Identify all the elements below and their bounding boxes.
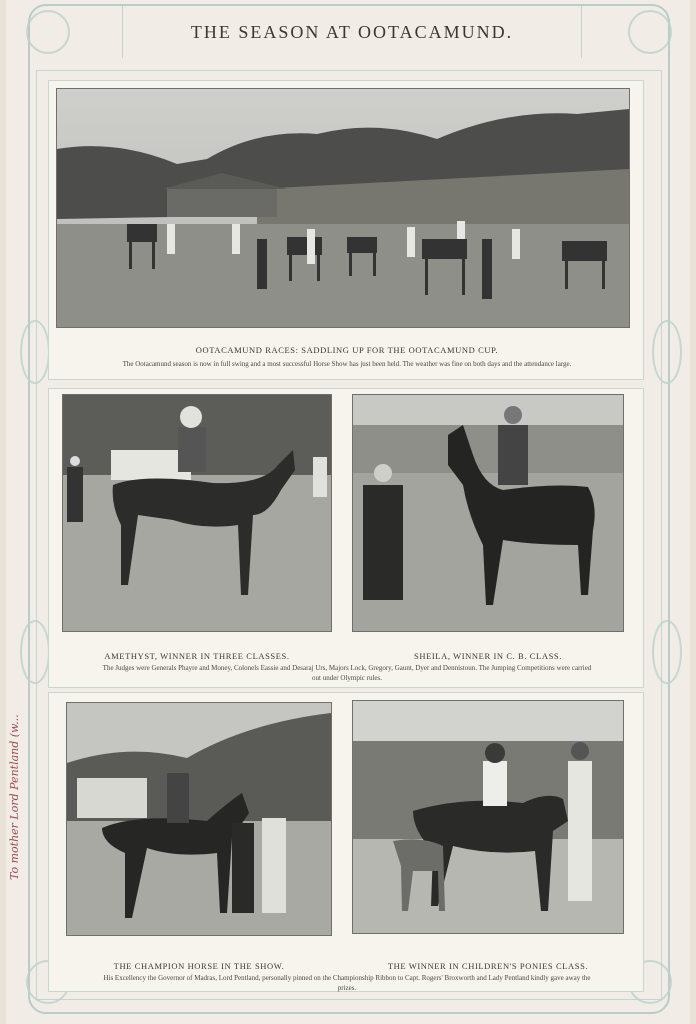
amethyst-caption-heading: AMETHYST, WINNER IN THREE CLASSES. xyxy=(104,651,290,661)
scroll-ornament xyxy=(628,10,672,54)
title-box xyxy=(122,6,582,58)
scroll-ornament xyxy=(26,10,70,54)
racecourse-photo xyxy=(57,89,629,327)
governor-caption-body: His Excellency the Governor of Madras, Lord Pentland, personally pinned on the Championship Ribbon to Capt. Rogers' Broxworth and Lady Pentland kindly gave away the prizes. xyxy=(103,974,591,992)
champion-caption-heading: THE CHAMPION HORSE IN THE SHOW. xyxy=(113,961,285,971)
scroll-ornament xyxy=(652,320,682,384)
magazine-page xyxy=(6,0,690,1024)
childrens-pony-photo xyxy=(353,701,623,933)
top-caption-heading: OOTACAMUND RACES: SADDLING UP FOR THE OOTACAMUND CUP. xyxy=(195,345,499,355)
sheila-photo xyxy=(353,395,623,631)
top-caption-body: The Ootacamund season is now in full swing and a most successful Horse Show has just been held. The weather was fine on both days and the attendance large. xyxy=(122,360,572,368)
scroll-ornament xyxy=(20,320,50,384)
judges-caption-body: The Judges were Generals Phayre and Money, Colonels Eassie and Desaraj Urs, Majors Lock, Gregory, Gaunt, Dyer and Dennistoun. The Jumping Competitions were carried out under Olympic rules. xyxy=(102,664,592,682)
scroll-ornament xyxy=(652,620,682,684)
middle-panel xyxy=(48,388,644,688)
amethyst-photo xyxy=(63,395,331,631)
scroll-ornament xyxy=(20,620,50,684)
champion-horse-photo xyxy=(67,703,331,935)
page-title: THE SEASON AT OOTACAMUND. xyxy=(190,21,514,42)
handwritten-margin-note: To mother Lord Pentland (w... xyxy=(8,714,21,880)
bottom-panel xyxy=(48,692,644,992)
top-panel xyxy=(48,80,644,380)
sheila-caption-heading: SHEILA, WINNER IN C. B. CLASS. xyxy=(414,651,562,661)
ponies-caption-heading: THE WINNER IN CHILDREN'S PONIES CLASS. xyxy=(387,961,589,971)
